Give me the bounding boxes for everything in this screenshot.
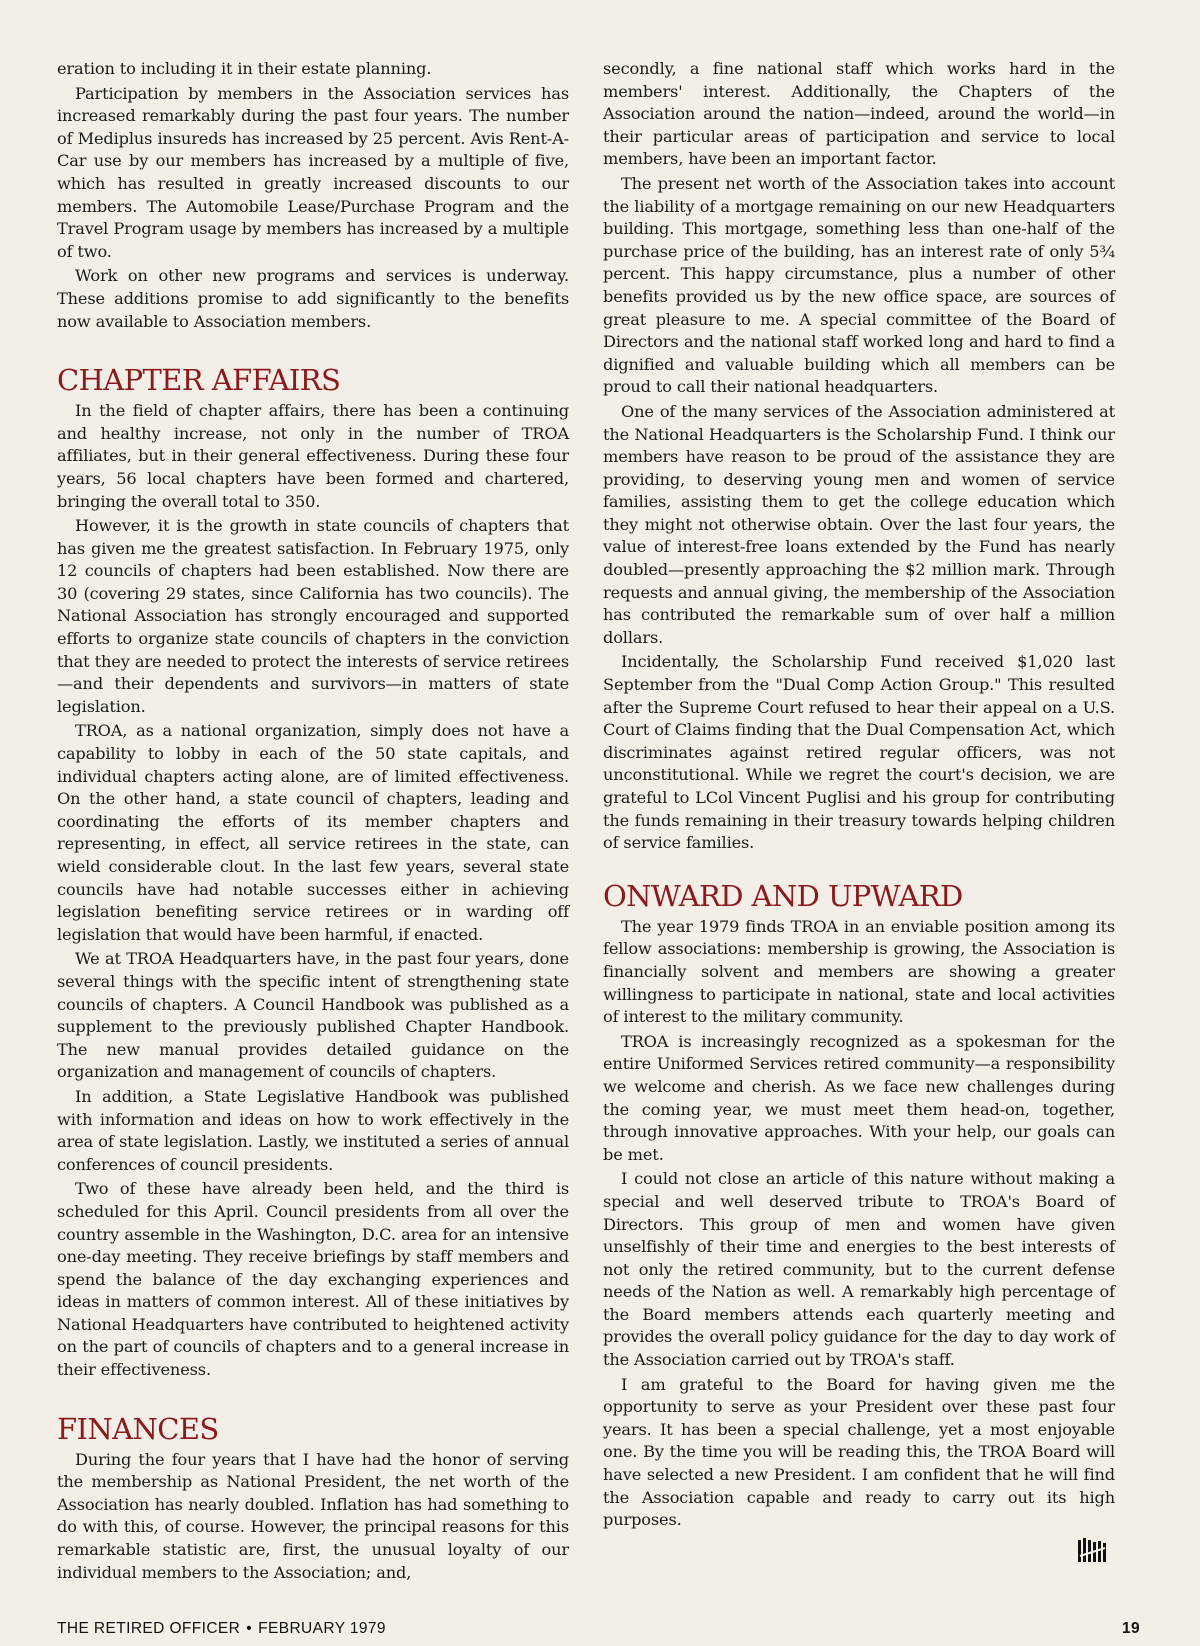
paragraph: TROA is increasingly recognized as a spokesman for the entire Uniformed Services retired community—a responsibility we welcome and cherish. As we face new challenges during the coming year, we must meet them head-on, together, through innovative approaches. With your help, our goals can be met. (603, 1031, 1115, 1164)
paragraph: In addition, a State Legislative Handbook was published with information and ideas on how to work effectively in the area of state legislation. Lastly, we instituted a series of annual conferences of council presidents. (57, 1086, 569, 1174)
paragraph: The year 1979 finds TROA in an enviable position among its fellow associations: membership is growing, the Association is financially solvent and members are showing a greater willingness to participate in national, state and local activities of interest to the military community. (603, 916, 1115, 1027)
paragraph: Participation by members in the Association services has increased remarkably during the past four years. The number of Mediplus insureds has increased by 25 percent. Avis Rent-A-Car use by our members has increased by a multiple of five, which has resulted in greatly increased discounts to our members. The Automobile Lease/Purchase Program and the Travel Program usage by members has increased by a multiple of two. (57, 83, 569, 261)
paragraph: I could not close an article of this nature without making a special and well deserved tribute to TROA's Board of Directors. This group of men and women have given unselfishly of their time and energies to the best interests of not only the retired community, but to the current defense needs of the Nation as well. A remarkably high percentage of the Board members attends each quarterly meeting and provides the overall policy guidance for the day to day work of the Association carried out by TROA's staff. (603, 1169, 1115, 1370)
left-column (57, 58, 569, 1586)
publication-title: THE RETIRED OFFICER (57, 1620, 241, 1637)
section-heading-chapter-affairs: CHAPTER AFFAIRS (57, 363, 341, 398)
section-heading-finances: FINANCES (57, 1411, 219, 1446)
page-number: 19 (1121, 1620, 1140, 1637)
paragraph: TROA, as a national organization, simply does not have a capability to lobby in each of the 50 state capitals, and individual chapters acting alone, are of limited effectiveness. On the other hand, a state council of chapters, leading and coordinating the efforts of its member chapters and representing, in effect, all service retirees in the state, can wield considerable clout. In the last few years, several state councils have had notable successes either in achieving legislation benefiting service retirees or in warding off legislation that would have been harmful, if enacted. (57, 721, 569, 944)
paragraph: In the field of chapter affairs, there has been a continuing and healthy increase, not only in the number of TROA affiliates, but in their general effectiveness. During these four years, 56 local chapters have been formed and chartered, bringing the overall total to 350. (57, 401, 569, 511)
footer-publication (57, 1620, 386, 1638)
end-of-article-icon (1077, 1538, 1109, 1564)
section-heading-onward-and-upward: ONWARD AND UPWARD (603, 878, 963, 913)
paragraph: secondly, a fine national staff which works hard in the members' interest. Additionally, the Chapters of the Association around the nation—indeed, around the world—in their particular areas of participation and service to local members, have been an important factor. (603, 59, 1115, 169)
bullet-separator: • (246, 1620, 253, 1637)
paragraph: We at TROA Headquarters have, in the past four years, done several things with the specific intent of strengthening state councils of chapters. A Council Handbook was published as a supplement to the previously published Chapter Handbook. The new manual provides detailed guidance on the organization and management of councils of chapters. (57, 949, 569, 1082)
paragraph: During the four years that I have had the honor of serving the membership as National President, the net worth of the Association has nearly doubled. Inflation has had something to do with this, of course. However, the principal reasons for this remarkable statistic are, first, the unusual loyalty of our individual members to the Association; and, (57, 1449, 569, 1582)
paragraph: One of the many services of the Association administered at the National Headquarters is the Scholarship Fund. I think our members have reason to be proud of the assistance they are providing, to deserving young men and women of service families, assisting them to get the college education which they might not otherwise obtain. Over the last four years, the value of interest-free loans extended by the Fund has nearly doubled—presently approaching the $2 million mark. Through requests and annual giving, the membership of the Association has contributed the remarkable sum of over half a million dollars. (603, 401, 1115, 647)
paragraph: I am grateful to the Board for having given me the opportunity to serve as your President over these past four years. It has been a special challenge, yet a most enjoyable one. By the time you will be reading this, the TROA Board will have selected a new President. I am confident that he will find the Association capable and ready to carry out its high purposes. (603, 1374, 1115, 1530)
issue-date: FEBRUARY 1979 (258, 1620, 386, 1637)
paragraph: Work on other new programs and services is underway. These additions promise to add significantly to the benefits now available to Association members. (57, 266, 569, 331)
paragraph: The present net worth of the Association takes into account the liability of a mortgage remaining on our new Headquarters building. This mortgage, something less than one-half of the purchase price of the building, has an interest rate of only 5¾ percent. This happy circumstance, plus a number of other benefits provided us by the new office space, are sources of great pleasure to me. A special committee of the Board of Directors and the national staff worked long and hard to find a dignified and valuable building which all members can be proud to call their national headquarters. (603, 173, 1115, 397)
paragraph: Two of these have already been held, and the third is scheduled for this April. Council presidents from all over the country assemble in the Washington, D.C. area for an intensive one-day meeting. They receive briefings by staff members and spend the balance of the day exchanging experiences and ideas in matters of common interest. All of these initiatives by National Headquarters have contributed to heightened activity on the part of councils of chapters and to a general increase in their effectiveness. (57, 1179, 569, 1380)
paragraph: Incidentally, the Scholarship Fund received $1,020 last September from the "Dual Comp Action Group." This resulted after the Supreme Court refused to hear their appeal on a U.S. Court of Claims finding that the Dual Compensation Act, which discriminates against retired regular officers, was not unconstitutional. While we regret the court's decision, we are grateful to LCol Vincent Puglisi and his group for contributing the funds remaining in their treasury towards helping children of service families. (603, 652, 1115, 853)
paragraph: eration to including it in their estate planning. (57, 59, 432, 78)
right-column (603, 58, 1115, 1564)
paragraph: However, it is the growth in state councils of chapters that has given me the greatest satisfaction. In February 1975, only 12 councils of chapters had been established. Now there are 30 (covering 29 states, since California has two councils). The National Association has strongly encouraged and supported efforts to organize state councils of chapters in the conviction that they are needed to protect the interests of service retirees—and their dependents and survivors—in matters of state legislation. (57, 516, 569, 716)
